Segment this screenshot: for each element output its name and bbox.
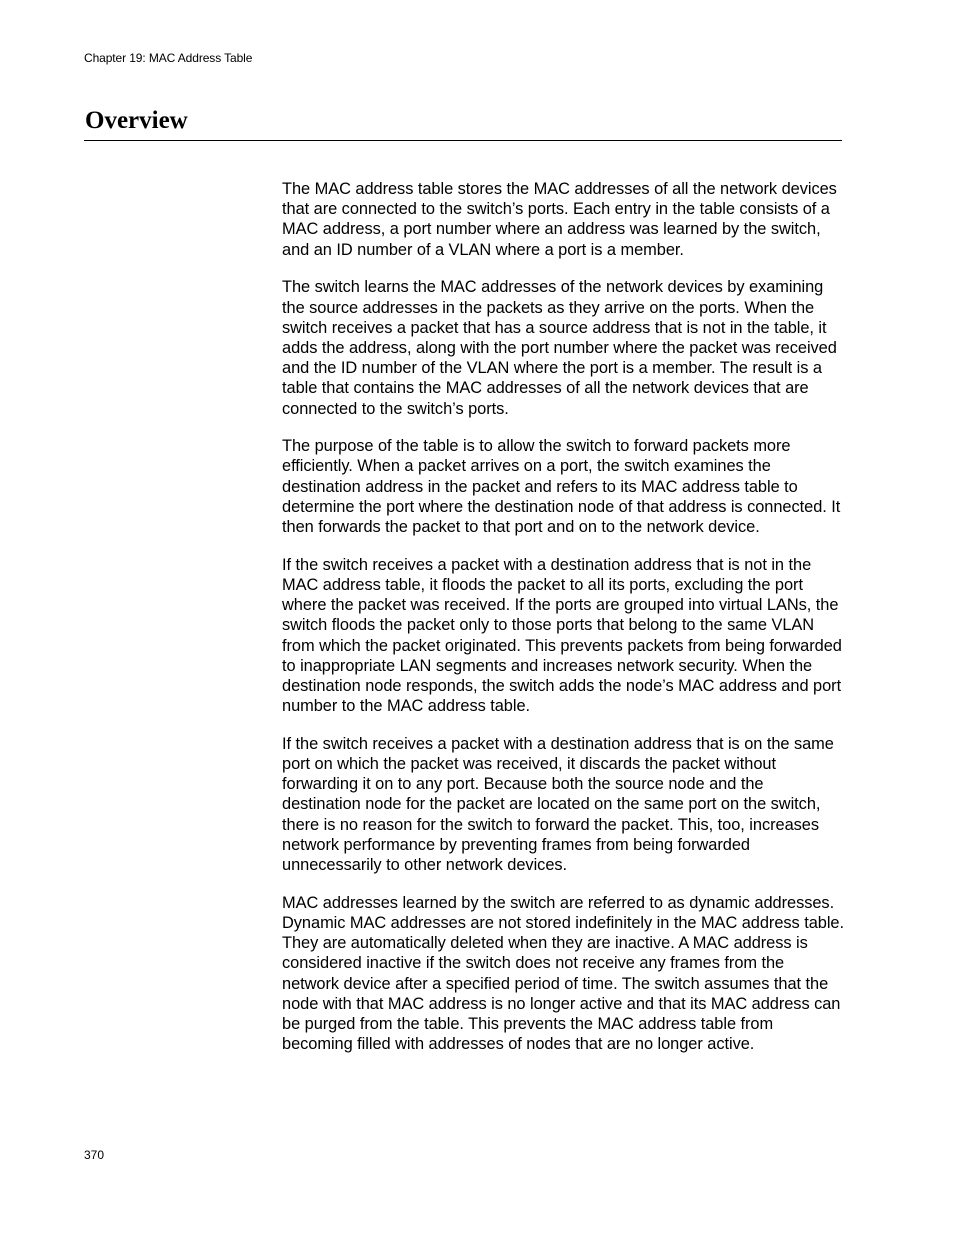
paragraph: The purpose of the table is to allow the switch to forward packets more efficiently. When a packet arrives on a port, the switch examines the destination address in the packet and refers to its MAC address table to determine the port where the destination node of that address is connected. It then forwards the packet to that port and on to the network device.: [282, 437, 841, 537]
paragraph: If the switch receives a packet with a destination address that is not in the MAC address table, it floods the packet to all its ports, excluding the port where the packet was received. If the ports are grouped into virtual LANs, the switch floods the packet only to those ports that belong to the same VLAN from which the packet originated. This prevents packets from being forwarded to inappropriate LAN segments and increases network security. When the destination node responds, the switch adds the node’s MAC address and port number to the MAC address table.: [282, 555, 842, 716]
paragraph: MAC addresses learned by the switch are referred to as dynamic addresses. Dynamic MAC addresses are not stored indefinitely in the MAC address table. They are automatically deleted when they are inactive. A MAC address is considered inactive if the switch does not receive any frames from the network device after a specified period of time. The switch assumes that the node with that MAC address is no longer active and that its MAC address can be purged from the table. This prevents the MAC address table from becoming filled with addresses of nodes that are no longer active.: [282, 893, 844, 1054]
paragraph: If the switch receives a packet with a destination address that is on the same port on which the packet was received, it discards the packet without forwarding it on to any port. Because both the source node and the destination node for the packet are located on the same port on the switch, there is no reason for the switch to forward the packet. This, too, increases network performance by preventing frames from being forwarded unnecessarily to other network devices.: [282, 734, 834, 875]
body-text: [282, 179, 844, 1072]
paragraph: The switch learns the MAC addresses of the network devices by examining the source addresses in the packets as they arrive on the ports. When the switch receives a packet that has a source address that is not in the table, it adds the address, along with the port number where the packet was received and the ID number of the VLAN where the port is a member. The result is a table that contains the MAC addresses of all the network devices that are connected to the switch’s ports.: [282, 278, 837, 418]
title-rule: [84, 140, 842, 141]
page-number: 370: [84, 1148, 105, 1162]
running-header: Chapter 19: MAC Address Table: [84, 51, 253, 65]
paragraph: The MAC address table stores the MAC addresses of all the network devices that are connected to the switch’s ports. Each entry in the table consists of a MAC address, a port number where an address was learned by the switch, and an ID number of a VLAN where a port is a member.: [282, 180, 837, 259]
section-title: Overview: [85, 107, 188, 134]
